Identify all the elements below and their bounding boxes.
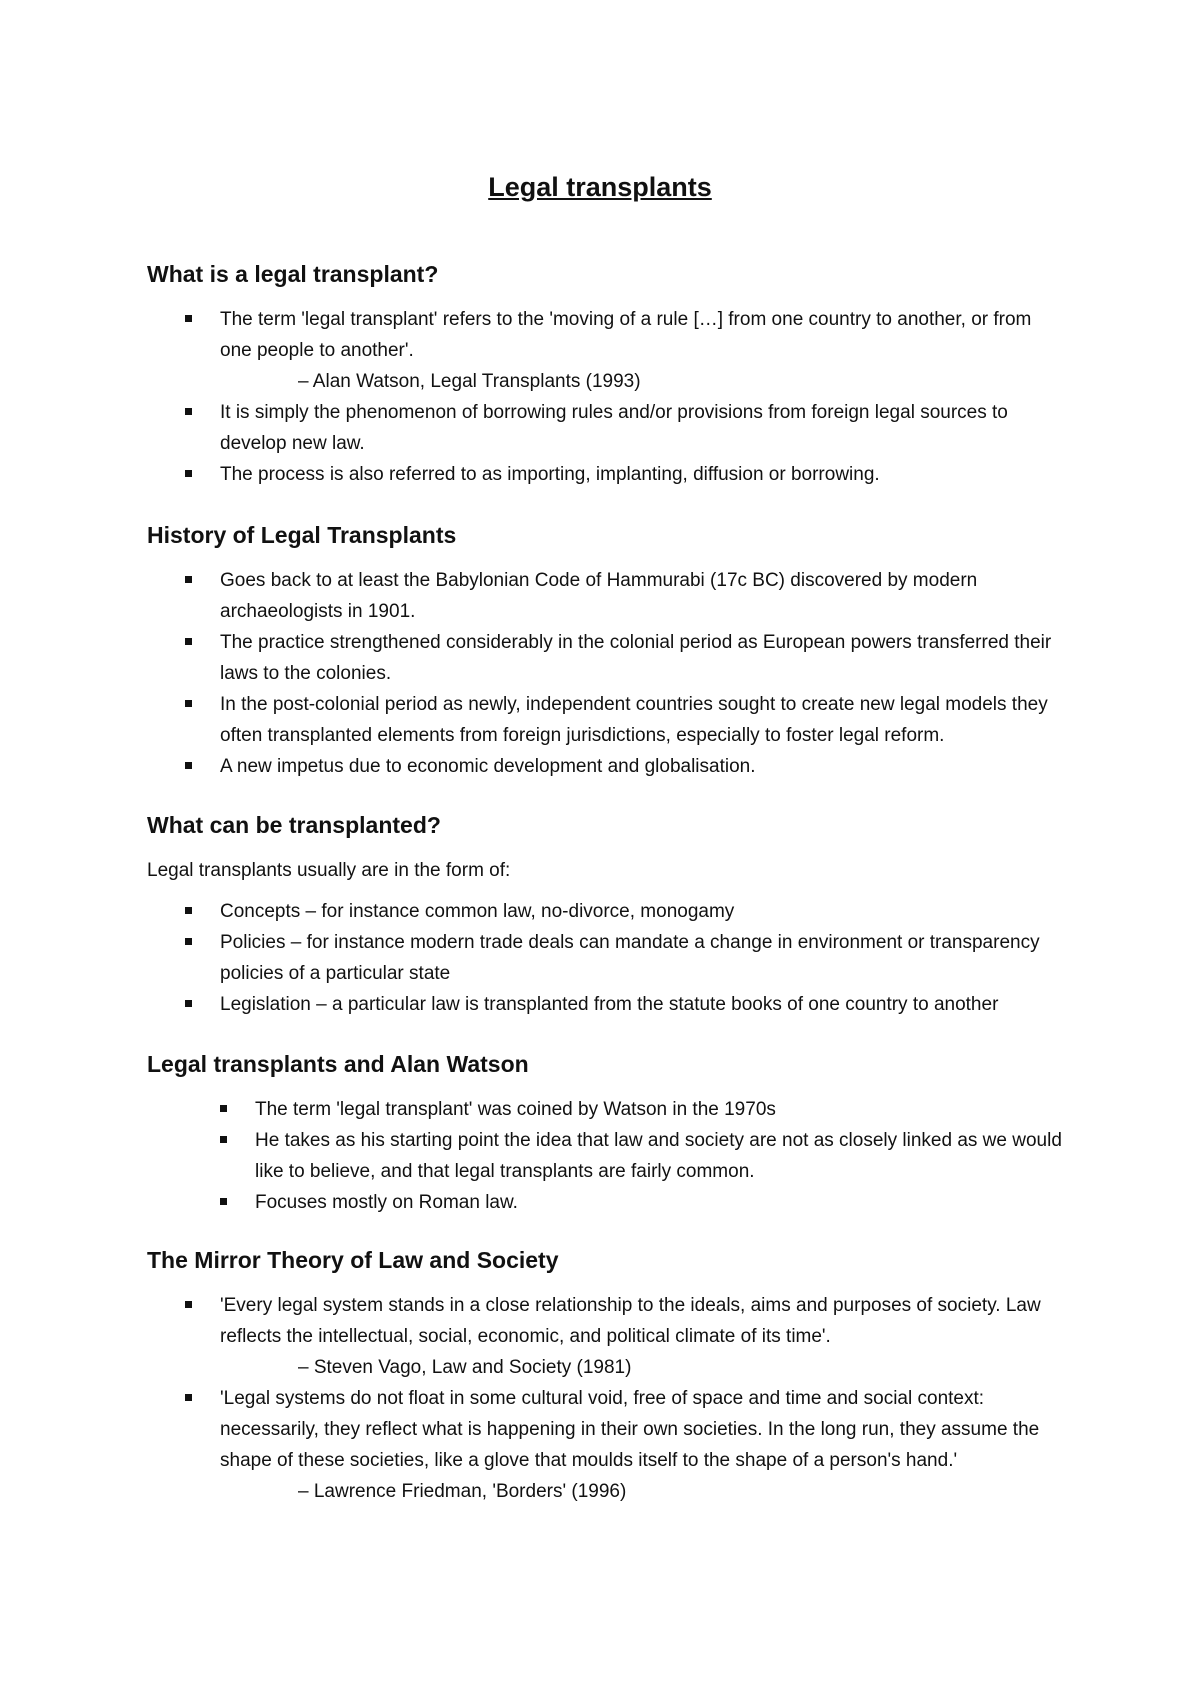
list-item-text: He takes as his starting point the idea that law and society are not as closely linked as we would like to believe, and that legal transplants are fairly common. <box>255 1130 1062 1182</box>
list-item <box>147 989 1067 1020</box>
list-item-text: The term 'legal transplant' was coined by Watson in the 1970s <box>255 1099 776 1120</box>
bullet-square-icon <box>220 1198 227 1205</box>
bullet-square-icon <box>185 1301 192 1308</box>
bullet-square-icon <box>185 907 192 914</box>
list-item <box>147 397 1067 459</box>
list-item-text: Goes back to at least the Babylonian Code of Hammurabi (17c BC) discovered by modern archaeologists in 1901. <box>220 570 978 622</box>
section-history <box>147 519 1067 782</box>
list-item <box>147 304 1067 397</box>
bullet-square-icon <box>185 638 192 645</box>
bullet-square-icon <box>185 938 192 945</box>
attribution: – Lawrence Friedman, 'Borders' (1996) <box>298 1481 627 1502</box>
list-item <box>147 927 1067 989</box>
list-item-text: It is simply the phenomenon of borrowing rules and/or provisions from foreign legal sources to develop new law. <box>220 402 1008 454</box>
list-item-text: In the post-colonial period as newly, independent countries sought to create new legal models they often transplanted elements from foreign jurisdictions, especially to foster legal reform. <box>220 694 1048 746</box>
list-item <box>147 896 1067 927</box>
list-item <box>147 1383 1067 1507</box>
bullet-square-icon <box>185 1394 192 1401</box>
list-item <box>147 565 1067 627</box>
section-heading: History of Legal Transplants <box>147 522 457 548</box>
list-item <box>147 627 1067 689</box>
bullet-square-icon <box>185 576 192 583</box>
list-item <box>147 751 1067 782</box>
section-watson <box>147 1048 1067 1218</box>
bullet-list <box>147 1290 1067 1507</box>
list-item-text: Concepts – for instance common law, no-divorce, monogamy <box>220 901 735 922</box>
list-item <box>147 1290 1067 1383</box>
list-item-text: Focuses mostly on Roman law. <box>255 1192 518 1213</box>
bullet-square-icon <box>185 408 192 415</box>
attribution: – Steven Vago, Law and Society (1981) <box>298 1357 632 1378</box>
section-what-can <box>147 809 1067 1020</box>
bullet-square-icon <box>185 315 192 322</box>
bullet-square-icon <box>185 1000 192 1007</box>
bullet-square-icon <box>185 470 192 477</box>
list-item-text: Policies – for instance modern trade deals can mandate a change in environment or transparency policies of a particular state <box>220 932 1040 984</box>
bullet-square-icon <box>185 762 192 769</box>
section-heading: Legal transplants and Alan Watson <box>147 1051 529 1077</box>
bullet-square-icon <box>220 1105 227 1112</box>
list-item <box>147 689 1067 751</box>
list-item-text: The process is also referred to as importing, implanting, diffusion or borrowing. <box>220 464 880 485</box>
bullet-list <box>147 565 1067 782</box>
bullet-square-icon <box>185 700 192 707</box>
list-item <box>147 1187 1067 1218</box>
list-item <box>147 1094 1067 1125</box>
bullet-list <box>147 896 1067 1020</box>
section-mirror-theory <box>147 1244 1067 1507</box>
list-item-text: 'Every legal system stands in a close relationship to the ideals, aims and purposes of society. Law reflects the intellectual, social, economic, and political climate of its time'. <box>220 1295 1041 1347</box>
section-heading: The Mirror Theory of Law and Society <box>147 1247 559 1273</box>
section-heading: What is a legal transplant? <box>147 261 439 287</box>
list-item-text: The practice strengthened considerably in the colonial period as European powers transferred their laws to the colonies. <box>220 632 1052 684</box>
list-item-text: Legislation – a particular law is transplanted from the statute books of one country to another <box>220 994 999 1015</box>
bullet-list <box>147 1094 1067 1218</box>
section-intro: Legal transplants usually are in the form of: <box>147 860 511 881</box>
list-item <box>147 1125 1067 1187</box>
document-title: Legal transplants <box>488 172 712 202</box>
bullet-list <box>147 304 1067 490</box>
section-what-is <box>147 258 1067 490</box>
list-item-text: The term 'legal transplant' refers to the 'moving of a rule […] from one country to another, or from one people to another'. <box>220 309 1032 361</box>
section-heading: What can be transplanted? <box>147 812 441 838</box>
attribution: – Alan Watson, Legal Transplants (1993) <box>298 371 641 392</box>
bullet-square-icon <box>220 1136 227 1143</box>
list-item-text: 'Legal systems do not float in some cultural void, free of space and time and social context: necessarily, they reflect what is happening in their own societies. In the long run, they assume the shape of these societies, like a glove that moulds itself to the shape of a person's hand.' <box>220 1388 1040 1471</box>
list-item-text: A new impetus due to economic development and globalisation. <box>220 756 756 777</box>
list-item <box>147 459 1067 490</box>
